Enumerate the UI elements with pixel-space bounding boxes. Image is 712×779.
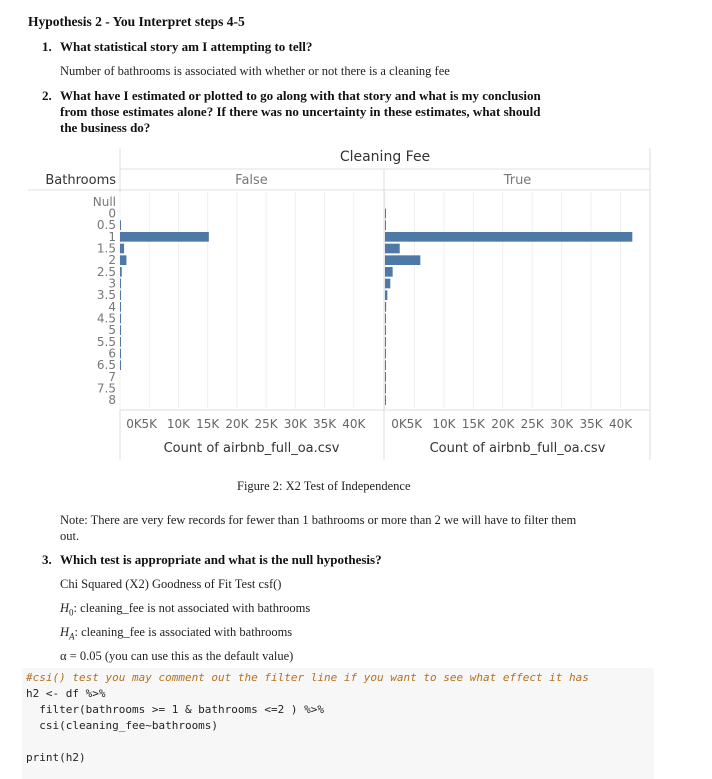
note-line-1: Note: There are very few records for fewer than 1 bathrooms or more than 2 we will have to filter them (60, 513, 577, 527)
facet-label-true: True (503, 173, 532, 188)
code-line-2: filter(bathrooms >= 1 & bathrooms <=2 ) %>% (26, 703, 325, 716)
question-1-text: What statistical story am I attempting to tell? (60, 39, 313, 54)
bar (385, 360, 386, 370)
row-label: 0 (108, 206, 116, 221)
x-axis-title: Count of airbnb_full_oa.csv (429, 441, 606, 456)
x-tick-label: 20K (491, 417, 515, 431)
bar (120, 349, 121, 359)
h0-symbol: H (60, 601, 70, 615)
chart-title: Cleaning Fee (339, 149, 431, 165)
bar (385, 232, 632, 242)
bar (385, 255, 420, 265)
question-3-number: 3. (42, 552, 52, 567)
bar (120, 314, 121, 324)
row-label: 3.5 (96, 288, 116, 303)
bar (120, 244, 124, 254)
bar (385, 267, 393, 277)
note-line-2: out. (60, 529, 80, 543)
x-tick-label: 15K (461, 417, 485, 431)
bar (385, 395, 386, 405)
code-line-1: h2 <- df %>% (26, 687, 106, 700)
bar (120, 360, 121, 370)
row-label: 3 (108, 276, 116, 291)
x-axis-title: Count of airbnb_full_oa.csv (163, 441, 340, 456)
alpha-level: α = 0.05 (you can use this as the default value) (60, 649, 294, 663)
code-line-3: csi(cleaning_fee~bathrooms) (26, 719, 219, 732)
row-label: 0.5 (96, 218, 116, 233)
row-label: 8 (108, 393, 116, 408)
bar (120, 279, 121, 289)
row-label: 2.5 (96, 264, 116, 279)
bar (120, 255, 126, 265)
bar (385, 314, 386, 324)
cleaning-fee-chart (0, 140, 712, 470)
question-1-number: 1. (42, 39, 52, 54)
bar (385, 384, 386, 394)
bar (385, 372, 386, 382)
code-comment: #csi() test you may comment out the filter line if you want to see what effect it has (26, 671, 589, 684)
row-label: 2 (108, 253, 116, 268)
x-tick-label: 10K (432, 417, 456, 431)
row-label: 6 (108, 346, 116, 361)
x-tick-label: 35K (579, 417, 603, 431)
bar (385, 279, 390, 289)
bar (385, 244, 400, 254)
h0-subscript: 0 (69, 607, 74, 618)
bar (385, 209, 386, 219)
question-3-text: Which test is appropriate and what is the null hypothesis? (60, 552, 382, 567)
bar (385, 349, 386, 359)
x-tick-label: 35K (312, 417, 337, 431)
question-2-number: 2. (42, 88, 52, 103)
code-line-4: print(h2) (26, 751, 86, 764)
x-tick-label: 10K (166, 417, 191, 431)
row-label: 4.5 (96, 311, 116, 326)
row-label: 5.5 (96, 334, 116, 349)
x-tick-label: 25K (520, 417, 544, 431)
ha-subscript: A (69, 631, 75, 642)
row-label: Null (92, 194, 116, 209)
bar (120, 290, 121, 300)
bar (385, 290, 387, 300)
row-label: 7 (108, 369, 116, 384)
row-label: 4 (108, 299, 116, 314)
bar (120, 232, 209, 242)
rows-label: Bathrooms (45, 173, 116, 188)
question-2-line-1: What have I estimated or plotted to go along with that story and what is my conclusion (60, 88, 541, 103)
bar (120, 302, 121, 312)
null-hypothesis (60, 601, 310, 618)
x-tick-label: 5K (141, 417, 157, 431)
facet-label-false: False (235, 173, 268, 188)
bar (385, 325, 386, 335)
x-tick-label: 30K (550, 417, 574, 431)
ha-symbol: H (60, 625, 70, 639)
x-tick-label: 25K (254, 417, 278, 431)
x-tick-label: 0K (391, 417, 407, 431)
ha-text: : cleaning_fee is associated with bathrooms (74, 625, 293, 639)
bar (120, 220, 121, 230)
x-tick-label: 30K (283, 417, 307, 431)
h0-text: : cleaning_fee is not associated with bathrooms (73, 601, 311, 615)
x-tick-label: 40K (342, 417, 366, 431)
question-1-answer: Number of bathrooms is associated with whether or not there is a cleaning fee (60, 64, 450, 78)
x-tick-label: 15K (196, 417, 220, 431)
row-label: 7.5 (96, 381, 116, 396)
row-label: 5 (108, 323, 116, 338)
bar (385, 337, 386, 347)
test-answer: Chi Squared (X2) Goodness of Fit Test csf() (60, 577, 282, 591)
row-label: 6.5 (96, 358, 116, 373)
question-2-line-2: from those estimates alone? If there was no uncertainty in these estimates, what should (60, 104, 541, 119)
bar (120, 267, 122, 277)
x-tick-label: 5K (406, 417, 423, 431)
bar (120, 337, 121, 347)
bar (385, 302, 386, 312)
question-2-line-3: the business do? (60, 120, 151, 135)
x-tick-label: 40K (608, 417, 633, 431)
row-label: 1.5 (96, 241, 116, 256)
bar (385, 220, 386, 230)
row-label: 1 (108, 229, 116, 244)
section-heading: Hypothesis 2 - You Interpret steps 4-5 (28, 14, 245, 29)
x-tick-label: 20K (225, 417, 249, 431)
x-tick-label: 0K (126, 417, 142, 431)
bar (120, 325, 121, 335)
alternative-hypothesis (60, 625, 292, 642)
figure-caption: Figure 2: X2 Test of Independence (237, 479, 411, 493)
